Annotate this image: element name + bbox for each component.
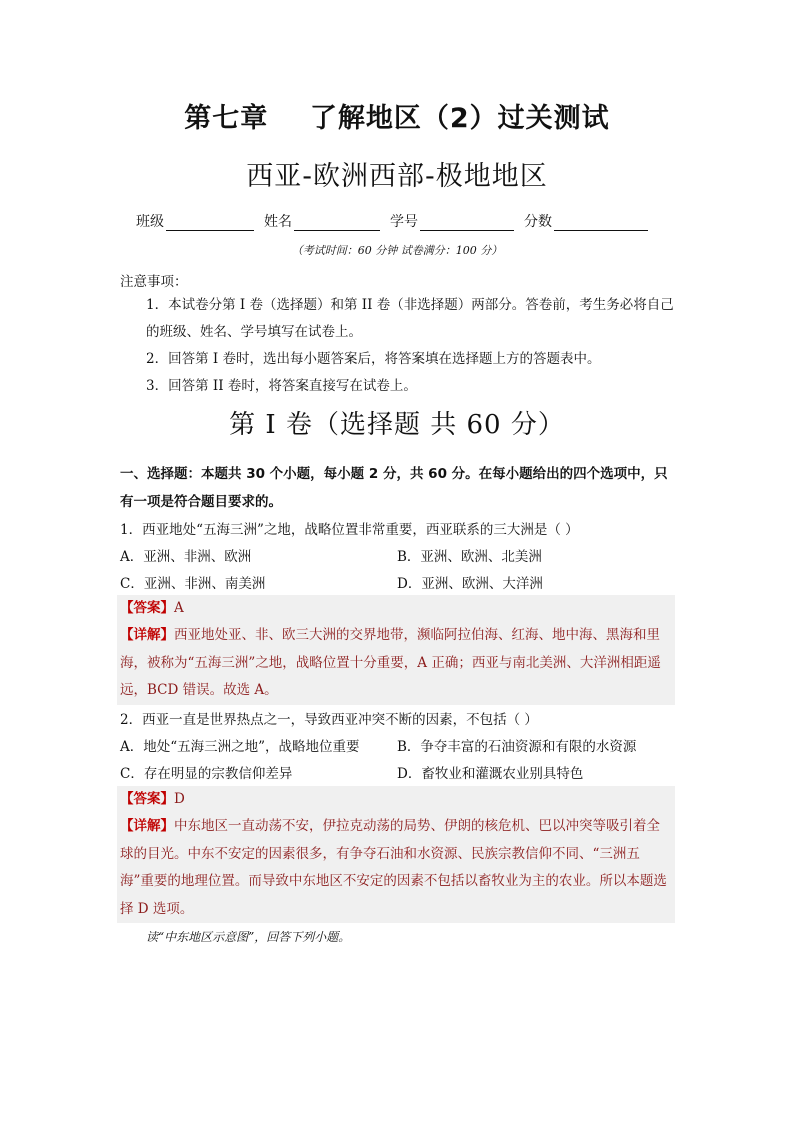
question-1-options-row-1 [120, 545, 675, 565]
question-2-options-row-2 [120, 762, 675, 782]
answer-line [117, 786, 675, 813]
number-field[interactable] [390, 211, 514, 231]
detail-paragraph [117, 813, 675, 923]
class-field[interactable] [136, 211, 254, 231]
question-2-answer-box [117, 786, 675, 923]
question-1-answer-box [117, 595, 675, 705]
name-field[interactable] [264, 211, 380, 231]
page-title: 第七章 了解地区（2）过关测试 [184, 103, 610, 134]
option-c[interactable]: C．亚洲、非洲、南美洲 [120, 576, 266, 592]
question-2-stem: 2．西亚一直是世界热点之一，导致西亚冲突不断的因素，不包括（ ） [120, 712, 538, 728]
class-label: 班级 [136, 214, 164, 230]
question-2-options-row-1 [120, 735, 675, 755]
option-b[interactable]: B．亚洲、欧洲、北美洲 [397, 549, 542, 565]
answer-tag: 【答案】 [120, 791, 174, 807]
section-header-text: 一、选择题：本题共 30 个小题，每小题 2 分，共 60 分。在每小题给出的四个选项中，只有一项是符合题目要求的。 [120, 466, 668, 510]
note-item [120, 373, 675, 400]
detail-text: 中东地区一直动荡不安，伊拉克动荡的局势、伊朗的核危机、巴以冲突等吸引着全球的目光。中东不安定的因素很多，有争夺石油和水资源、民族宗教信仰不同、“三洲五海”重要的地理位置。而导致中东地区不安定的因素不包括以畜牧业为主的农业。所以本题选择 D 选项。 [120, 818, 667, 917]
notes-title: 注意事项： [120, 274, 188, 290]
option-d[interactable]: D．畜牧业和灌溉农业别具特色 [397, 766, 584, 782]
option-a[interactable]: A．亚洲、非洲、欧洲 [120, 549, 252, 565]
option-d[interactable]: D．亚洲、欧洲、大洋洲 [397, 576, 543, 592]
answer-tag: 【答案】 [120, 600, 174, 616]
score-blank[interactable] [554, 214, 648, 231]
detail-paragraph [117, 622, 675, 705]
score-field[interactable] [524, 211, 648, 231]
read-prompt: 读“中东地区示意图”，回答下列小题。 [146, 930, 351, 944]
answer-line [117, 595, 675, 622]
name-blank[interactable] [294, 214, 380, 231]
answer-value: A [174, 600, 184, 616]
note-text: 1．本试卷分第 I 卷（选择题）和第 II 卷（非选择题）两部分。答卷前，考生务必将自己的班级、姓名、学号填写在试卷上。 [146, 297, 674, 340]
question-1-options-row-2 [120, 572, 675, 592]
detail-text: 西亚地处亚、非、欧三大洲的交界地带，濒临阿拉伯海、红海、地中海、黑海和里海，被称为“五海三洲”之地，战略位置十分重要，A 正确；西亚与南北美洲、大洋洲相距遥远，BCD 错误。故选 A。 [120, 627, 661, 698]
student-info-row [136, 211, 661, 231]
answer-value: D [174, 791, 185, 807]
exam-meta: （考试时间：60 分钟 试卷满分：100 分） [291, 244, 503, 257]
note-text: 3．回答第 II 卷时，将答案直接写在试卷上。 [146, 378, 417, 394]
section-header [120, 460, 675, 516]
question-1-stem: 1．西亚地处“五海三洲”之地，战略位置非常重要，西亚联系的三大洲是（ ） [120, 522, 579, 538]
volume-title: 第 I 卷（选择题 共 60 分） [229, 410, 565, 440]
note-item [120, 292, 675, 346]
detail-tag: 【详解】 [120, 627, 174, 643]
option-b[interactable]: B．争夺丰富的石油资源和有限的水资源 [397, 739, 637, 755]
note-text: 2．回答第 I 卷时，选出每小题答案后，将答案填在选择题上方的答题表中。 [146, 351, 601, 367]
page-subtitle: 西亚-欧洲西部-极地地区 [246, 161, 548, 192]
option-c[interactable]: C．存在明显的宗教信仰差异 [120, 766, 293, 782]
class-blank[interactable] [166, 214, 254, 231]
note-item [120, 346, 675, 373]
number-blank[interactable] [420, 214, 514, 231]
option-a[interactable]: A．地处“五海三洲之地”，战略地位重要 [120, 739, 360, 755]
score-label: 分数 [524, 214, 552, 230]
name-label: 姓名 [264, 214, 292, 230]
number-label: 学号 [390, 214, 418, 230]
detail-tag: 【详解】 [120, 818, 174, 834]
